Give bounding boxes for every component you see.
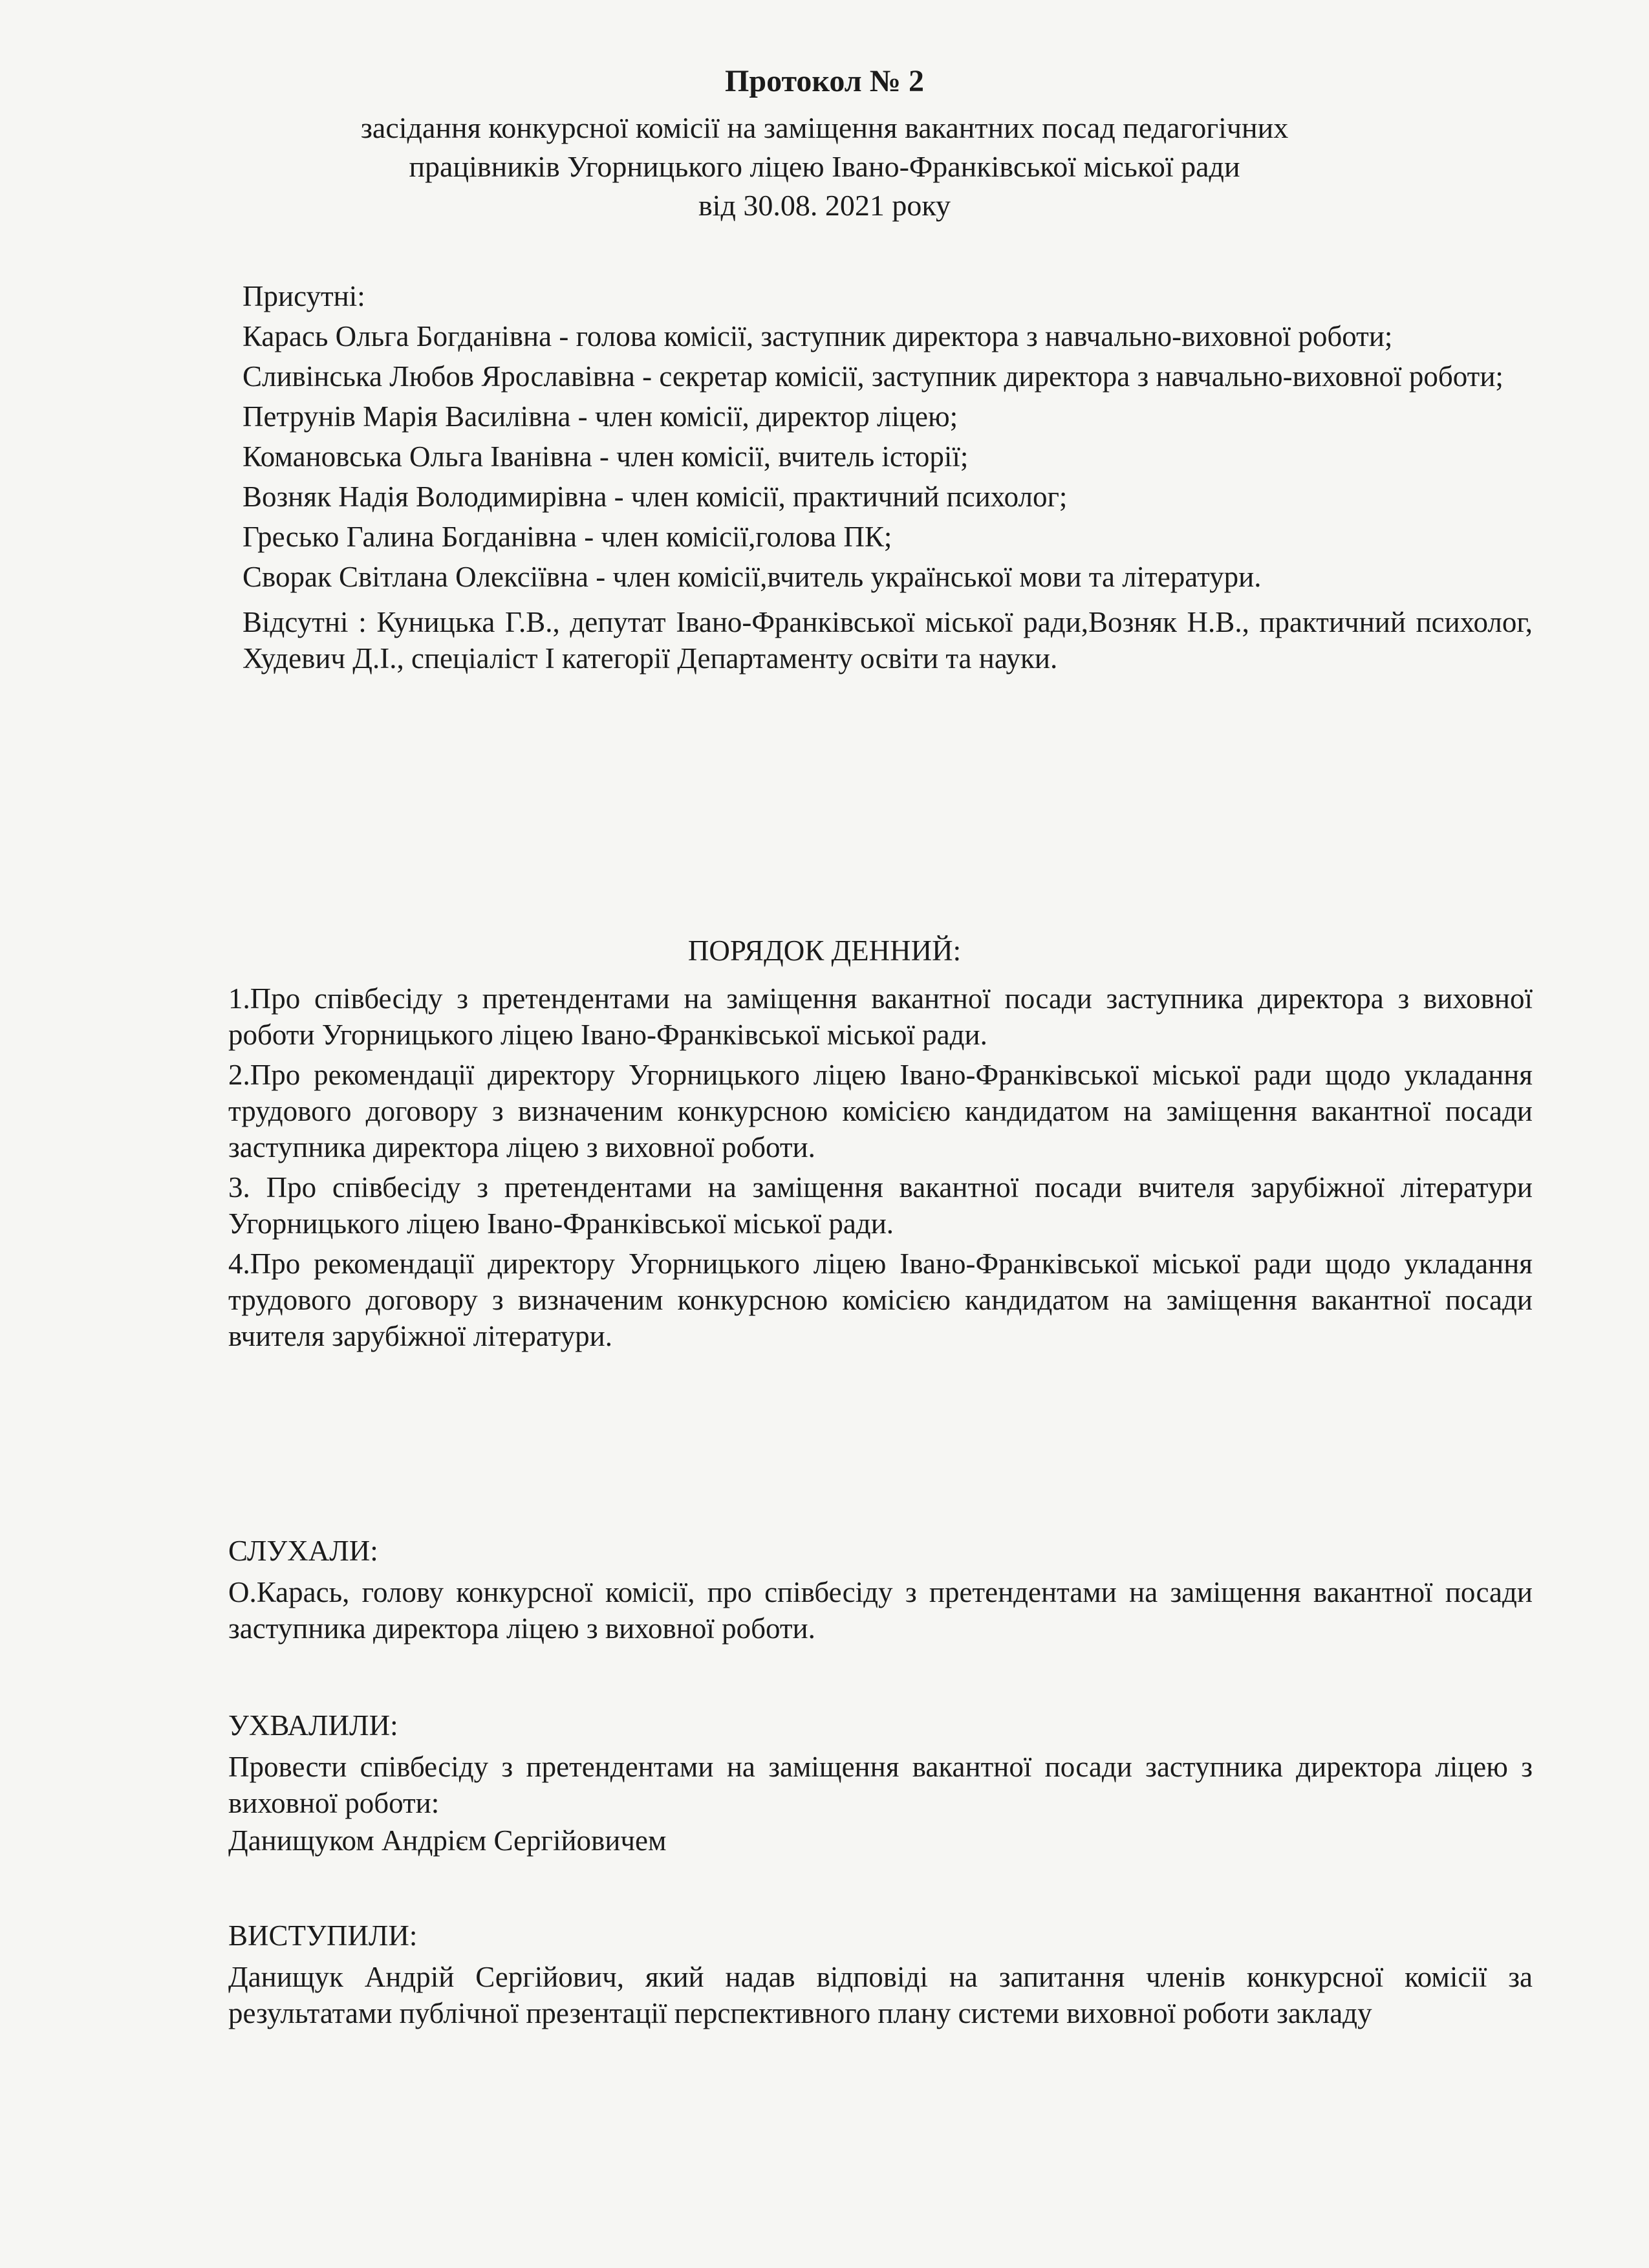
agenda-list bbox=[228, 980, 1533, 1354]
document-subtitle-line-2: працівників Угорницького ліцею Івано-Франківської міської ради bbox=[409, 150, 1240, 183]
document-title: Протокол № 2 bbox=[725, 64, 924, 98]
spoke-label: ВИСТУПИЛИ: bbox=[228, 1919, 418, 1952]
attendance-section bbox=[242, 278, 1533, 676]
resolved-candidate: Данищуком Андрієм Сергійовичем bbox=[228, 1824, 667, 1857]
spoke-text: Данищук Андрій Сергійович, який надав відповіді на запитання членів конкурсної комісії за результатами публічної презентації перспективного плану системи виховної роботи закладу bbox=[228, 1961, 1533, 2029]
agenda-item-2: 2.Про рекомендації директору Угорницького ліцею Івано-Франківської міської ради щодо укладання трудового договору з визначеним конкурсною комісією кандидатом на заміщення вакантної посади заступника директора ліцею з виховної роботи. bbox=[228, 1059, 1533, 1163]
heard-section bbox=[228, 1533, 1533, 1647]
member-6: Гресько Галина Богданівна - член комісії,голова ПК; bbox=[242, 521, 892, 553]
document-subtitle-line-1: засідання конкурсної комісії на заміщення вакантних посад педагогічних bbox=[360, 111, 1289, 144]
member-4: Комановська Ольга Іванівна - член комісії, вчитель історії; bbox=[242, 440, 969, 473]
resolved-section bbox=[228, 1707, 1533, 1859]
member-3: Петрунів Марія Василівна - член комісії, директор ліцею; bbox=[242, 400, 958, 433]
member-7: Сворак Світлана Олексіївна - член комісії,вчитель української мови та літератури. bbox=[242, 561, 1262, 593]
spoke-section bbox=[228, 1917, 1533, 2031]
heard-label: СЛУХАЛИ: bbox=[228, 1535, 378, 1567]
resolved-label: УХВАЛИЛИ: bbox=[228, 1709, 398, 1742]
agenda-item-4: 4.Про рекомендації директору Угорницького ліцею Івано-Франківської міської ради щодо укладання трудового договору з визначеним конкурсною комісією кандидатом на заміщення вакантної посади вчителя зарубіжної літератури. bbox=[228, 1247, 1533, 1352]
absent-list: Відсутні : Куницька Г.В., депутат Івано-Франківської міської ради,Возняк Н.В., практичний психолог, Худевич Д.І., спеціаліст І категорії Департаменту освіти та науки. bbox=[242, 606, 1533, 675]
agenda-heading: ПОРЯДОК ДЕННИЙ: bbox=[687, 934, 962, 967]
document-date: від 30.08. 2021 року bbox=[698, 189, 951, 222]
heard-text: О.Карась, голову конкурсної комісії, про співбесіду з претендентами на заміщення вакантної посади заступника директора ліцею з виховної роботи. bbox=[228, 1576, 1533, 1645]
agenda-item-1: 1.Про співбесіду з претендентами на заміщення вакантної посади заступника директора з виховної роботи Угорницького ліцею Івано-Франківської міської ради. bbox=[228, 982, 1533, 1051]
present-label: Присутні: bbox=[242, 280, 365, 312]
member-1: Карась Ольга Богданівна - голова комісії, заступник директора з навчально-виховної роботи; bbox=[242, 320, 1393, 352]
member-2: Сливінська Любов Ярославівна - секретар комісії, заступник директора з навчально-виховної роботи; bbox=[242, 360, 1503, 393]
agenda-item-3: 3. Про співбесіду з претендентами на заміщення вакантної посади вчителя зарубіжної літератури Угорницького ліцею Івано-Франківської міської ради. bbox=[228, 1171, 1533, 1240]
resolved-text: Провести співбесіду з претендентами на заміщення вакантної посади заступника директора ліцею з виховної роботи: bbox=[228, 1751, 1533, 1819]
member-5: Возняк Надія Володимирівна - член комісії, практичний психолог; bbox=[242, 481, 1068, 513]
